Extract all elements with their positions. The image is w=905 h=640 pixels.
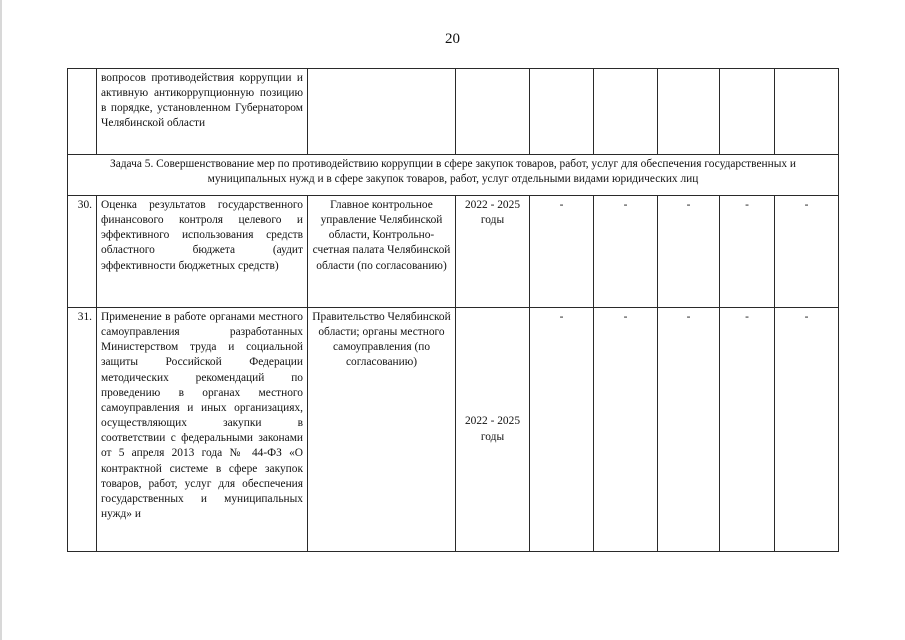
cell-executor: Правительство Челябинской области; органы местного самоуправления (по согласованию) [308, 308, 456, 552]
cell-value: - [658, 308, 720, 552]
cell-executor [308, 69, 456, 155]
cell-number [68, 69, 97, 155]
scan-edge [0, 0, 2, 640]
cell-value [530, 69, 594, 155]
cell-value: - [775, 196, 839, 308]
cell-value: - [720, 308, 775, 552]
cell-value [594, 69, 658, 155]
cell-value: - [594, 196, 658, 308]
table-row-continued [68, 69, 839, 155]
measures-table [67, 68, 839, 552]
cell-measure-name: Оценка результатов государственного финансового контроля целевого и эффективного использования средств областного бюджета (аудит эффективности бюджетных средств) [97, 196, 308, 308]
cell-period: 2022 - 2025 годы [456, 196, 530, 308]
cell-value [720, 69, 775, 155]
table-row-task [68, 155, 839, 196]
cell-value: - [530, 196, 594, 308]
table-row [68, 196, 839, 308]
cell-measure-name: Применение в работе органами местного самоуправления разработанных Министерством труда и социальной защиты Российской Федерации методических рекомендаций по проведению в органах местного самоуправления и иных организациях, осуществляющих закупки в соответствии с федеральными законами от 5 апреля 2013 года № 44-ФЗ «О контрактной системе в сфере закупок товаров, работ, услуг для обеспечения государственных и муниципальных нужд» и [97, 308, 308, 552]
cell-value [658, 69, 720, 155]
cell-value: - [530, 308, 594, 552]
table-row [68, 308, 839, 552]
cell-value: - [594, 308, 658, 552]
cell-value [775, 69, 839, 155]
cell-number: 30. [68, 196, 97, 308]
task-heading: Задача 5. Совершенствование мер по противодействию коррупции в сфере закупок товаров, работ, услуг для обеспечения государственных и муниципальных нужд и в сфере закупок товаров, работ, услуг отдельными видами юридических лиц [68, 155, 839, 196]
cell-value: - [775, 308, 839, 552]
cell-value: - [720, 196, 775, 308]
cell-period: 2022 - 2025 годы [456, 308, 530, 552]
cell-executor: Главное контрольное управление Челябинской области, Контрольно-счетная палата Челябинской области (по согласованию) [308, 196, 456, 308]
cell-number: 31. [68, 308, 97, 552]
page-number: 20 [445, 31, 460, 47]
cell-value: - [658, 196, 720, 308]
cell-measure-name: вопросов противодействия коррупции и активную антикоррупционную позицию в порядке, установленном Губернатором Челябинской области [97, 69, 308, 155]
cell-period [456, 69, 530, 155]
